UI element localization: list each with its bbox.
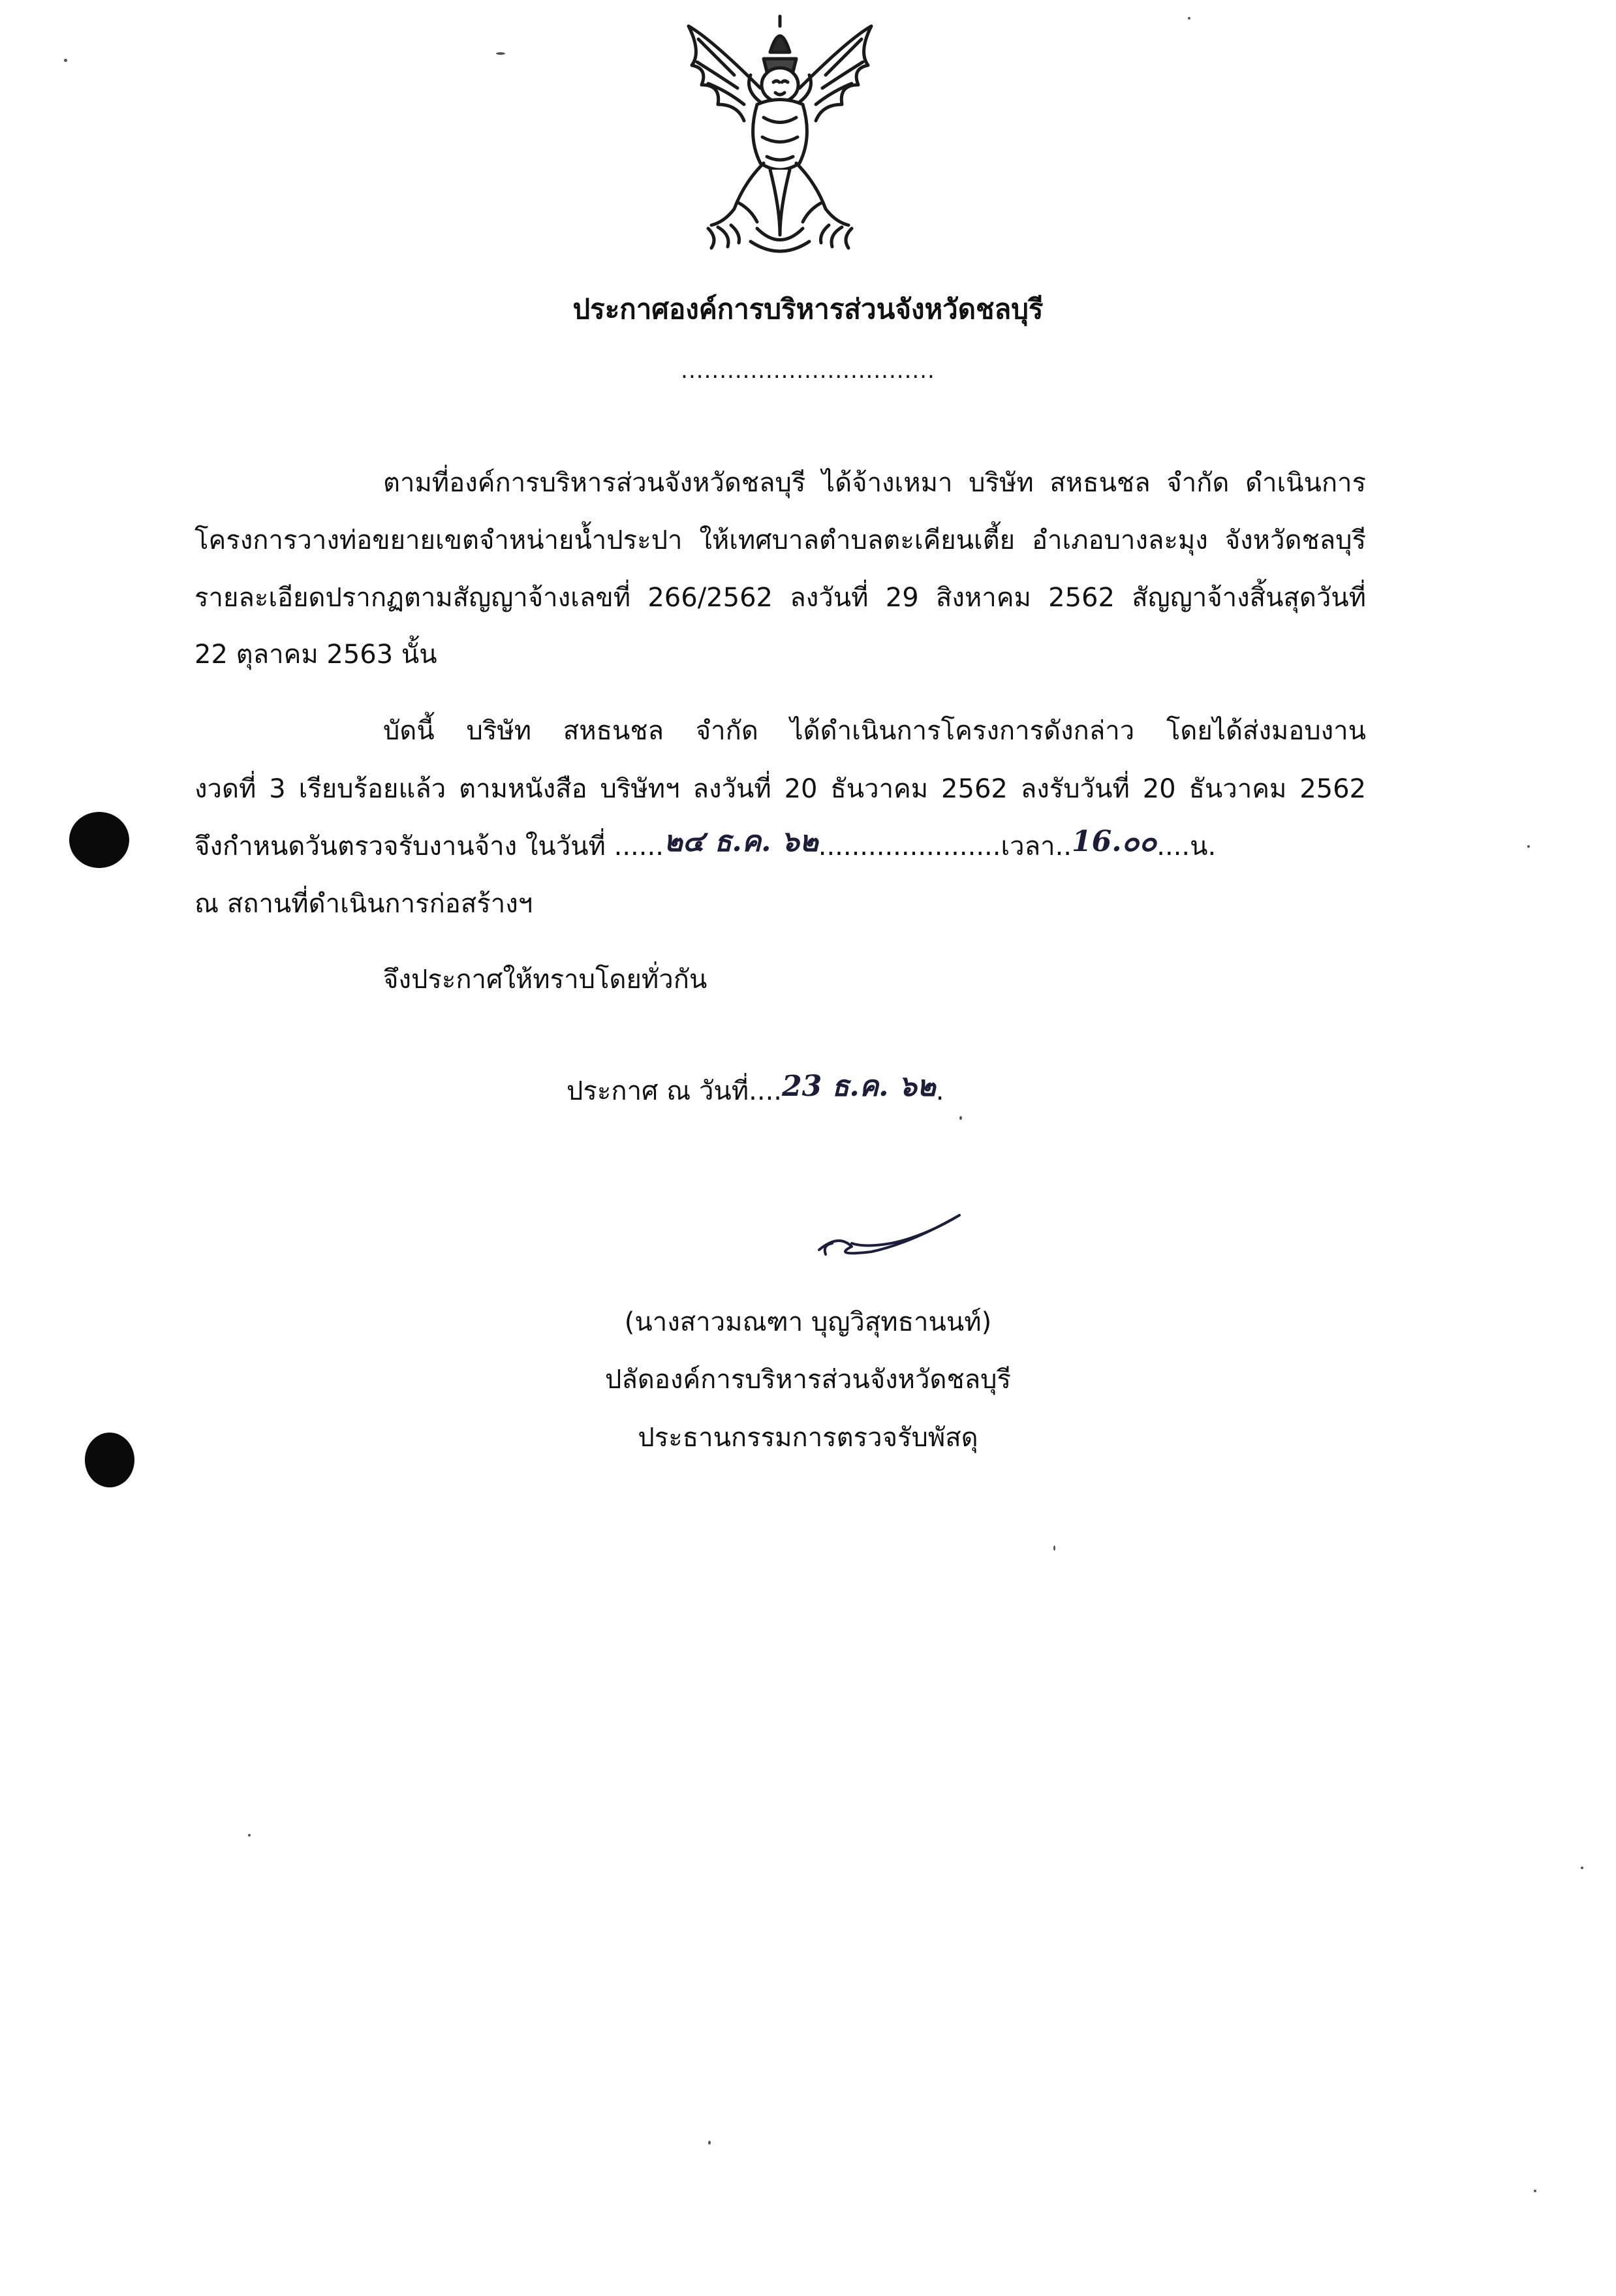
- scan-speck: [496, 52, 505, 55]
- handwritten-inspection-date: ๒๔ ธ.ค. ๖๒: [663, 825, 818, 858]
- scan-speck: [1527, 845, 1530, 848]
- scan-speck: [64, 59, 67, 62]
- handwritten-inspection-time: 16.๐๐: [1072, 825, 1157, 858]
- signatory-position: ปลัดองค์การบริหารส่วนจังหวัดชลบุรี: [604, 1365, 1012, 1395]
- scan-speck: [1188, 17, 1190, 20]
- signatory-role: ประธานกรรมการตรวจรับพัสดุ: [638, 1423, 978, 1453]
- scan-speck: [1053, 1545, 1055, 1551]
- dot-leader: .: [935, 1076, 944, 1106]
- handwritten-announcement-date: 23 ธ.ค. ๖๒: [782, 1070, 936, 1103]
- scan-speck: [1581, 1867, 1583, 1869]
- time-label: เวลา: [1001, 831, 1055, 861]
- dot-leader: ....: [749, 1076, 782, 1106]
- time-unit: น.: [1190, 831, 1217, 861]
- garuda-emblem-icon: [672, 13, 888, 268]
- paragraph-1-line-4: 22 ตุลาคม 2563 นั้น: [194, 640, 437, 670]
- scan-speck: [248, 1834, 251, 1837]
- paragraph-1-line-1: ตามที่องค์การบริหารส่วนจังหวัดชลบุรี ได้จ้างเหมา บริษัท สหธนชล จำกัด ดำเนินการ: [383, 468, 1366, 498]
- dot-leader: ....: [1157, 831, 1190, 861]
- document-title: ประกาศองค์การบริหารส่วนจังหวัดชลบุรี: [572, 293, 1044, 325]
- paragraph-1-line-2: โครงการวางท่อขยายเขตจำหน่ายน้ำประปา ให้เทศบาลตำบลตะเคียนเตี้ย อำเภอบางละมุง จังหวัดชลบุรี: [194, 525, 1366, 555]
- title-underline-dots: .................................: [681, 358, 935, 384]
- paragraph-2-line-2: งวดที่ 3 เรียบร้อยแล้ว ตามหนังสือ บริษัทฯ ลงวันที่ 20 ธันวาคม 2562 ลงรับวันที่ 20 ธันวาคม 2562: [194, 774, 1366, 804]
- hole-punch-mark: [69, 812, 129, 868]
- closing-line: จึงประกาศให้ทราบโดยทั่วกัน: [383, 965, 707, 995]
- handwritten-signature: [813, 1207, 969, 1266]
- paragraph-1-line-3: รายละเอียดปรากฏตามสัญญาจ้างเลขที่ 266/2562 ลงวันที่ 29 สิงหาคม 2562 สัญญาจ้างสิ้นสุดวันที่: [194, 583, 1366, 613]
- scan-speck: [959, 1116, 962, 1120]
- dot-leader: ......................: [818, 831, 1001, 861]
- inspection-prefix: จึงกำหนดวันตรวจรับงานจ้าง ในวันที่: [194, 831, 614, 861]
- paragraph-2-line-1: บัดนี้ บริษัท สหธนชล จำกัด ได้ดำเนินการโครงการดังกล่าว โดยได้ส่งมอบงาน: [383, 716, 1366, 746]
- signatory-name: (นางสาวมณฑา บุญวิสุทธานนท์): [624, 1307, 992, 1337]
- inspection-schedule-line: [194, 825, 1217, 865]
- announcement-label: ประกาศ ณ วันที่: [567, 1076, 749, 1106]
- dot-leader: ..: [1055, 831, 1072, 861]
- location-line: ณ สถานที่ดำเนินการก่อสร้างฯ: [194, 889, 533, 919]
- scan-speck: [1534, 2190, 1536, 2192]
- hole-punch-mark: [85, 1433, 134, 1487]
- dot-leader: ......: [614, 831, 664, 861]
- scan-speck: [708, 2141, 711, 2145]
- announcement-date-line: [567, 1072, 944, 1109]
